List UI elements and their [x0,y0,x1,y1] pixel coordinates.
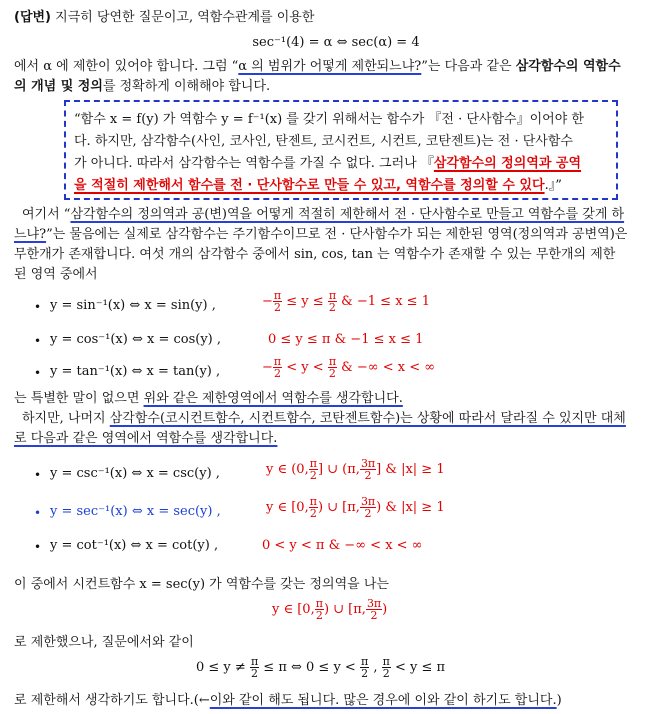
bullet-icon: • [34,300,42,314]
para2-line3: 무한개가 존재합니다. 여섯 개의 삼각함수 중에서 sin, cos, tan 는 역함수가 존재할 수 있는 무한개의 제한 [14,247,616,262]
item-arccsc-range: y ∈ (0, $\frac{\pi}{2}$ ] ∪ (π, $\frac{3\pi}{2}$ ] & |x| ≥ 1 [266,457,445,482]
item-arccos-range: 0 ≤ y ≤ π & −1 ≤ x ≤ 1 [268,332,424,347]
answer-label: (답변) [14,10,51,25]
box-line3: 가 아니다. 따라서 삼각함수는 역함수를 가질 수 없다. 그러나 『삼각함수의 정의역과 공역 [74,156,582,171]
bullet-icon: • [34,334,42,348]
para4-line1: 이 중에서 시컨트함수 x = sec(y) 가 역함수를 갖는 정의역을 나는 [14,577,389,592]
equation-sec: sec⁻¹(4) = α ⇔ sec(α) = 4 [252,35,420,50]
item-arccot: y = cot⁻¹(x) ⇔ x = cot(y) , [50,538,219,553]
box-line1: “함수 x = f(y) 가 역함수 y = f⁻¹(x) 를 갖기 위해서는 함수가 『전 · 단사함수』이어야 한 [74,112,584,127]
para4-line2: 로 제한했으나, 질문에서와 같이 [14,635,194,650]
item-arcsin-range: − $\frac{\pi}{2}$ ≤ y ≤ $\frac{\pi}{2}$ & −1 ≤ x ≤ 1 [262,289,430,314]
item-arctan: y = tan⁻¹(x) ⇔ x = tan(y) , [50,364,221,379]
question-alpha-range: α 의 범위가 어떻게 제한되느냐? [238,59,422,74]
restricted-eq: 0 ≤ y ≠ $\frac{\pi}{2}$ ≤ π ⇔ 0 ≤ y < $\frac{\pi}{2}$ , $\frac{\pi}{2}$ < y ≤ π [196,655,446,680]
para3-line1: 는 특별한 말이 없으면 위와 같은 제한영역에서 역함수를 생각합니다. [14,391,403,406]
bullet-icon: • [34,540,42,554]
para4-line3: 로 제한해서 생각하기도 합니다.(←이와 같이 해도 됩니다. 많은 경우에 이와 같이 하기도 합니다.) [14,693,562,708]
bullet-icon: • [34,506,42,520]
box-line4: 을 적절히 제한해서 함수를 전 · 단사함수로 만들 수 있고, 역함수를 정의할 수 있다.』” [74,178,562,193]
para2-line2: 느냐?”는 물음에는 실제로 삼각함수는 주기함수이므로 전 · 단사함수가 되는 제한된 영역(정의역과 공변역)은 [14,227,628,242]
item-arccsc: y = csc⁻¹(x) ⇔ x = csc(y) , [50,466,220,481]
answer-intro: (답변) 지극히 당연한 질문이고, 역함수관계를 이용한 [14,10,315,25]
item-arcsec-range: y ∈ [0, $\frac{\pi}{2}$ ) ∪ [π, $\frac{3\pi}{2}$ ) & |x| ≥ 1 [266,495,445,520]
sec-domain-eq: y ∈ [0, $\frac{\pi}{2}$ ) ∪ [π, $\frac{3\pi}{2}$ ) [272,597,388,622]
item-arcsin: y = sin⁻¹(x) ⇔ x = sin(y) , [50,298,216,313]
para1-line2: 에서 α 에 제한이 있어야 합니다. 그럼 “α 의 범위가 어떻게 제한되느냐?”는 다음과 같은 삼각함수의 역함수 [14,59,621,74]
item-arcsec: y = sec⁻¹(x) ⇔ x = sec(y) , [50,504,221,519]
bullet-icon: • [34,468,42,482]
para1-line3: 의 개념 및 정의를 정확하게 이해해야 합니다. [14,79,271,94]
para3-line3: 로 다음과 같은 영역에서 역함수를 생각합니다. [14,431,278,446]
para2-line4: 된 영역 중에서 [14,267,98,282]
bullet-icon: • [34,366,42,380]
para2-line1: 여기서 “삼각함수의 정의역과 공(변)역을 어떻게 적절히 제한해서 전 · 단사함수로 만들고 역함수를 갖게 하 [22,207,625,222]
item-arctan-range: − $\frac{\pi}{2}$ < y < $\frac{\pi}{2}$ & −∞ < x < ∞ [262,355,436,380]
box-line2: 다. 하지만, 삼각함수(사인, 코사인, 탄젠트, 코시컨트, 시컨트, 코탄젠트)는 전 · 단사함수 [74,134,573,149]
item-arccot-range: 0 < y < π & −∞ < x < ∞ [262,538,423,553]
para3-line2: 하지만, 나머지 삼각함수(코시컨트함수, 시컨트함수, 코탄젠트함수)는 상황에 따라서 달라질 수 있지만 대체 [22,411,626,426]
item-arccos: y = cos⁻¹(x) ⇔ x = cos(y) , [50,332,222,347]
